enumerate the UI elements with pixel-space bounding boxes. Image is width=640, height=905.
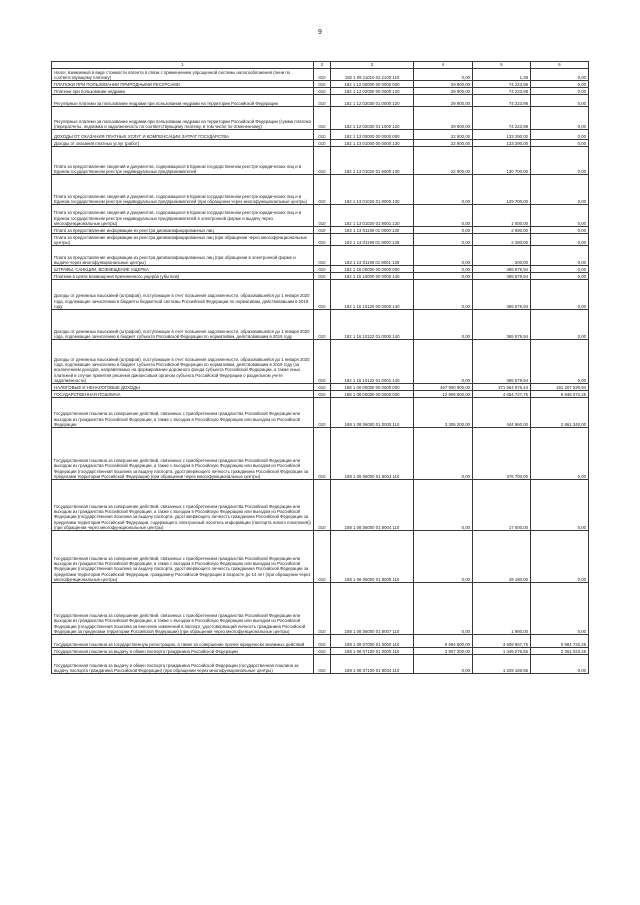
row-approved-amount: 0,00 xyxy=(414,531,473,583)
row-unexecuted-amount: 0,00 xyxy=(531,310,589,340)
row-budget-code: 182 1 13 01190 01 8001 130 xyxy=(331,246,414,266)
row-executed-amount: 376 700,00 xyxy=(473,428,531,480)
table-row xyxy=(52,147,589,175)
row-approved-amount: 0,00 xyxy=(414,655,473,674)
row-name: Плата за предоставление информации из реестра дисквалифицированных лиц (при обращении в электронной форме и выдаче через многофункциональные центры) xyxy=(52,246,314,266)
row-executed-amount: 74 223,98 xyxy=(473,88,531,95)
row-name: Доходы от денежных взысканий (штрафов), поступающие в счет погашения задолженности, образовавшейся до 1 января 2020 года, подлежащие зачислению в бюджет субъекта Российской Федерации по нормативам, действовавшим в 2019 году xyxy=(52,310,314,340)
row-unexecuted-amount: 0,00 xyxy=(531,340,589,384)
row-code: 010 xyxy=(314,95,331,107)
row-approved-amount: 0,00 xyxy=(414,480,473,531)
column-number: 5 xyxy=(473,62,531,69)
row-budget-code: 182 1 12 02030 01 0000 120 xyxy=(331,95,414,107)
row-unexecuted-amount: 0,00 xyxy=(531,246,589,266)
table-row xyxy=(52,428,589,480)
row-code: 010 xyxy=(314,234,331,246)
row-name: Государственная пошлина за совершение действий, связанных с приобретением гражданства Российской Федерации или выходом из гражданства Российской Федерации, а также с въездом в Российскую Федерацию или выездом из Российской Федерации (государственная пошлина за выдачу паспорта, удостоверяющего личность гражданина Российской Федерации за пределами территории Российской Федерации, содержащего электронный носитель информации (паспорта нового поколения)) (при обращении через многофункциональные центры) xyxy=(52,480,314,531)
row-code: 010 xyxy=(314,648,331,655)
row-name: Плата за предоставление информации из реестра дисквалифицированных лиц xyxy=(52,227,314,234)
column-number: 6 xyxy=(531,62,589,69)
table-row xyxy=(52,88,589,95)
row-unexecuted-amount: 2 361 023,45 xyxy=(531,648,589,655)
row-executed-amount: 365 579,94 xyxy=(473,273,531,280)
row-name: Плата за предоставление сведений и документов, содержащихся в Едином государственном реестре юридических лиц и в Едином государственном реестре индивидуальных предпринимателей (при обращении через многофункциональные центры) xyxy=(52,175,314,205)
row-executed-amount: 2 390,00 xyxy=(473,234,531,246)
table-row xyxy=(52,81,589,88)
row-budget-code: 182 1 16 10122 01 0001 140 xyxy=(331,340,414,384)
table-row xyxy=(52,280,589,310)
row-code: 010 xyxy=(314,130,331,140)
row-code: 010 xyxy=(314,266,331,273)
row-unexecuted-amount: 2 861 340,00 xyxy=(531,398,589,428)
row-approved-amount: 22 900,00 xyxy=(414,140,473,147)
row-approved-amount: 3 807 300,00 xyxy=(414,648,473,655)
row-name: Государственная пошлина за выдачу и обмен паспорта гражданина Российской Федерации xyxy=(52,648,314,655)
table-row xyxy=(52,95,589,107)
row-code: 010 xyxy=(314,69,331,81)
table-row xyxy=(52,273,589,280)
row-executed-amount: 365 579,94 xyxy=(473,266,531,273)
row-code: 010 xyxy=(314,398,331,428)
row-approved-amount: 22 900,00 xyxy=(414,147,473,175)
row-approved-amount: 29 900,00 xyxy=(414,81,473,88)
row-executed-amount: 371 564 976,44 xyxy=(473,384,531,391)
row-code: 010 xyxy=(314,280,331,310)
row-executed-amount: 1,38 xyxy=(473,69,531,81)
row-executed-amount: 1 980,00 xyxy=(473,583,531,635)
row-budget-code: 188 1 08 06000 01 8005 110 xyxy=(331,531,414,583)
row-approved-amount: 29 900,00 xyxy=(414,95,473,107)
row-unexecuted-amount: 0,00 xyxy=(531,480,589,531)
row-approved-amount: 0,00 xyxy=(414,583,473,635)
row-unexecuted-amount: 0,00 xyxy=(531,175,589,205)
row-budget-code: 182 1 13 01000 00 0000 130 xyxy=(331,140,414,147)
table-row xyxy=(52,398,589,428)
row-budget-code: 188 1 08 07100 01 8034 110 xyxy=(331,655,414,674)
row-executed-amount: 4 054 727,75 xyxy=(473,391,531,398)
row-budget-code: 182 1 16 10120 00 0000 140 xyxy=(331,280,414,310)
row-name: Государственная пошлина за совершение действий, связанных с приобретением гражданства Российской Федерации или выходом из гражданства Российской Федерации, а также с въездом в Российскую Федерацию или выездом из Российской Федерации xyxy=(52,398,314,428)
row-budget-code: 182 1 13 01020 01 8001 130 xyxy=(331,205,414,227)
row-code: 010 xyxy=(314,340,331,384)
table-row xyxy=(52,480,589,531)
row-unexecuted-amount: 0,00 xyxy=(531,234,589,246)
row-approved-amount: 22 900,00 xyxy=(414,130,473,140)
row-code: 010 xyxy=(314,384,331,391)
row-executed-amount: 365 579,94 xyxy=(473,310,531,340)
row-budget-code: 188 1 08 06000 01 8003 110 xyxy=(331,428,414,480)
row-budget-code: 182 1 13 01020 01 6000 130 xyxy=(331,147,414,175)
column-number: 1 xyxy=(52,62,314,69)
revenue-table xyxy=(51,61,589,674)
table-row xyxy=(52,246,589,266)
row-name: Плата за предоставление сведений и документов, содержащихся в Едином государственном реестре юридических лиц и в Едином государственном реестре индивидуальных предпринимателей в электронной форме и выдачу через многофункциональные центры) xyxy=(52,205,314,227)
table-row xyxy=(52,384,589,391)
row-executed-amount: 1 446 276,55 xyxy=(473,648,531,655)
row-code: 010 xyxy=(314,635,331,648)
row-code: 010 xyxy=(314,147,331,175)
row-code: 010 xyxy=(314,391,331,398)
table-row xyxy=(52,140,589,147)
row-budget-code: 182 1 13 01190 01 8000 130 xyxy=(331,234,414,246)
row-code: 010 xyxy=(314,205,331,227)
row-executed-amount: 2 590,00 xyxy=(473,227,531,234)
row-budget-code: 182 1 12 02030 01 1000 120 xyxy=(331,107,414,130)
row-approved-amount: 29 900,00 xyxy=(414,88,473,95)
column-number: 2 xyxy=(314,62,331,69)
row-unexecuted-amount: 191 207 530,94 xyxy=(531,384,589,391)
row-unexecuted-amount: 0,00 xyxy=(531,147,589,175)
row-unexecuted-amount: 0,00 xyxy=(531,273,589,280)
row-name: Доходы от денежных взысканий (штрафов), поступающие в счет погашения задолженности, образовавшейся до 1 января 2020 года, подлежащие зачислению в бюджеты бюджетной системы Российской Федерации по нормативам, действовавшим в 2019 году xyxy=(52,280,314,310)
row-executed-amount: 129 700,00 xyxy=(473,175,531,205)
row-budget-code: 182 1 13 01020 01 8000 130 xyxy=(331,175,414,205)
row-budget-code: 182 1 13 01190 01 0000 130 xyxy=(331,227,414,234)
row-code: 010 xyxy=(314,583,331,635)
row-budget-code: 188 1 08 06000 01 8004 110 xyxy=(331,480,414,531)
row-executed-amount: 74 223,98 xyxy=(473,107,531,130)
table-row xyxy=(52,340,589,384)
row-code: 010 xyxy=(314,140,331,147)
row-approved-amount: 0,00 xyxy=(414,227,473,234)
row-executed-amount: 1 000,00 xyxy=(473,205,531,227)
row-executed-amount: 74 223,98 xyxy=(473,95,531,107)
table-row xyxy=(52,648,589,655)
row-name: Государственная пошлина за совершение действий, связанных с приобретением гражданства Российской Федерации или выходом из гражданства Российской Федерации, а также с въездом в Российскую Федерацию или выездом из Российской Федерации (государственная пошлина за выдачу паспорта, удостоверяющего личность гражданина Российской Федерации за пределами территории Российской Федерации, гражданину Российской Федерации в возрасте до 14 лет (при обращении через многофункциональные центры) xyxy=(52,531,314,583)
row-unexecuted-amount: 0,00 xyxy=(531,428,589,480)
row-name: Государственная пошлина за совершение действий, связанных с приобретением гражданства Российской Федерации или выходом из гражданства Российской Федерации, а также с въездом в Российскую Федерацию или выездом из Российской Федерации (государственная пошлина за внесение изменений в паспорт, удостоверяющий личность гражданина Российской Федерации за пределами территории Российской Федерации) (при обращении через многофункциональные центры) xyxy=(52,583,314,635)
row-budget-code: 188 1 08 00000 00 0000 000 xyxy=(331,391,414,398)
table-row xyxy=(52,234,589,246)
row-approved-amount: 9 594 600,00 xyxy=(414,635,473,648)
table-row xyxy=(52,69,589,81)
row-name: Государственная пошлина за выдачу и обмен паспорта гражданина Российской Федерации (государственная пошлина за выдачу паспорта гражданина Российской Федерации) (при обращении через многофункциональные центры) xyxy=(52,655,314,674)
row-name: НАЛОГОВЫЕ И НЕНАЛОГОВЫЕ ДОХОДЫ xyxy=(52,384,314,391)
row-budget-code: 188 1 08 07100 01 0000 110 xyxy=(331,648,414,655)
row-executed-amount: 133 290,00 xyxy=(473,140,531,147)
column-number: 3 xyxy=(331,62,414,69)
table-row xyxy=(52,391,589,398)
row-approved-amount: 29 900,00 xyxy=(414,107,473,130)
table-row xyxy=(52,227,589,234)
row-approved-amount: 0,00 xyxy=(414,205,473,227)
row-name: Доходы от денежных взысканий (штрафов), поступающие в счет погашения задолженности, образовавшейся до 1 января 2020 года, подлежащие зачислению в бюджет субъекта Российской Федерации по нормативам, действовавшим в 2019 году (за исключением доходов, направляемых на формирование дорожного фонда субъекта Российской Федерации, а также иных платежей в случае принятия решения финансовым органом субъекта Российской Федерации о раздельном учете задолженности) xyxy=(52,340,314,384)
table-row xyxy=(52,655,589,674)
row-budget-code: 182 1 12 00000 00 0000 000 xyxy=(331,81,414,88)
row-executed-amount: 133 290,00 xyxy=(473,130,531,140)
row-name: Регулярные платежи за пользование недрами при пользовании недрами на территории Российской Федерации (сумма платежа (перерасчеты, недоимка и задолженность по соответствующему платежу, в том числе по отмененному) xyxy=(52,107,314,130)
row-unexecuted-amount: 0,00 xyxy=(531,205,589,227)
row-executed-amount: 365 579,94 xyxy=(473,340,531,384)
row-executed-amount: 74 223,98 xyxy=(473,81,531,88)
table-row xyxy=(52,130,589,140)
column-number: 4 xyxy=(414,62,473,69)
table-row xyxy=(52,635,589,648)
row-name: Платежи при пользовании недрами xyxy=(52,88,314,95)
row-name: Налог, взимаемый в виде стоимости патента в связи с применением упрощенной системы налогообложения (пени по соответствующему платежу) xyxy=(52,69,314,81)
column-number-row xyxy=(52,62,589,69)
row-name: Плата за предоставление информации из реестра дисквалифицированных лиц (при обращении через многофункциональные центры) xyxy=(52,234,314,246)
row-approved-amount: 12 906 800,00 xyxy=(414,391,473,398)
table-row xyxy=(52,583,589,635)
row-budget-code: 188 1 00 00000 00 0000 000 xyxy=(331,384,414,391)
row-unexecuted-amount: 0,00 xyxy=(531,130,589,140)
row-approved-amount: 3 306 200,00 xyxy=(414,398,473,428)
row-approved-amount: 0,00 xyxy=(414,234,473,246)
row-executed-amount: 365 579,94 xyxy=(473,280,531,310)
table-row xyxy=(52,205,589,227)
row-budget-code: 182 1 16 10000 00 0000 140 xyxy=(331,273,414,280)
table-row xyxy=(52,107,589,130)
row-executed-amount: 49 180,00 xyxy=(473,531,531,583)
row-name: Платежи в целях возмещения причиненного ущерба (убытков) xyxy=(52,273,314,280)
row-name: ДОХОДЫ ОТ ОКАЗАНИЯ ПЛАТНЫХ УСЛУГ И КОМПЕНСАЦИИ ЗАТРАТ ГОСУДАРСТВА xyxy=(52,130,314,140)
row-approved-amount: 0,00 xyxy=(414,280,473,310)
row-approved-amount: 0,00 xyxy=(414,266,473,273)
row-approved-amount: 0,00 xyxy=(414,310,473,340)
row-unexecuted-amount: 0,00 xyxy=(531,266,589,273)
row-approved-amount: 0,00 xyxy=(414,273,473,280)
row-name: ШТРАФЫ, САНКЦИИ, ВОЗМЕЩЕНИЕ УЩЕРБА xyxy=(52,266,314,273)
row-approved-amount: 0,00 xyxy=(414,69,473,81)
row-budget-code: 188 1 08 06000 01 8007 110 xyxy=(331,583,414,635)
row-code: 010 xyxy=(314,107,331,130)
table-row xyxy=(52,266,589,273)
row-budget-code: 182 1 16 10122 01 0000 140 xyxy=(331,310,414,340)
row-budget-code: 188 1 08 06000 01 0000 110 xyxy=(331,398,414,428)
table-row xyxy=(52,175,589,205)
row-name: Доходы от оказания платных услуг (работ) xyxy=(52,140,314,147)
row-unexecuted-amount: 0,00 xyxy=(531,81,589,88)
table-row xyxy=(52,310,589,340)
row-code: 010 xyxy=(314,227,331,234)
row-approved-amount: 0,00 xyxy=(414,246,473,266)
row-approved-amount: 0,00 xyxy=(414,175,473,205)
row-code: 010 xyxy=(314,310,331,340)
row-unexecuted-amount: 0,00 xyxy=(531,107,589,130)
row-executed-amount: 17 000,00 xyxy=(473,480,531,531)
row-unexecuted-amount: 0,00 xyxy=(531,95,589,107)
row-executed-amount: 200,00 xyxy=(473,246,531,266)
row-code: 010 xyxy=(314,88,331,95)
row-budget-code: 182 1 16 00000 00 0000 000 xyxy=(331,266,414,273)
row-code: 010 xyxy=(314,273,331,280)
row-name: Государственная пошлина за совершение действий, связанных с приобретением гражданства Российской Федерации или выходом из гражданства Российской Федерации, а также с въездом в Российскую Федерацию или выездом из Российской Федерации (государственная пошлина за выдачу паспорта, удостоверяющего личность гражданина Российской Федерации за пределами территории Российской Федерации) (при обращении через многофункциональные центры) xyxy=(52,428,314,480)
row-budget-code: 182 1 12 02000 00 0000 120 xyxy=(331,88,414,95)
row-name: ГОСУДАРСТВЕННАЯ ПОШЛИНА xyxy=(52,391,314,398)
row-unexecuted-amount: 8 846 072,25 xyxy=(531,391,589,398)
row-budget-code: 188 1 08 07000 01 0000 110 xyxy=(331,635,414,648)
row-executed-amount: 130 700,00 xyxy=(473,147,531,175)
row-code: 010 xyxy=(314,531,331,583)
row-unexecuted-amount: 0,00 xyxy=(531,69,589,81)
page-number: 9 xyxy=(318,29,322,36)
table-row xyxy=(52,531,589,583)
row-budget-code: 182 1 09 11010 02 2100 110 xyxy=(331,69,414,81)
row-executed-amount: 444 860,00 xyxy=(473,398,531,428)
row-executed-amount: 3 609 867,75 xyxy=(473,635,531,648)
row-code: 010 xyxy=(314,428,331,480)
row-name: ПЛАТЕЖИ ПРИ ПОЛЬЗОВАНИИ ПРИРОДНЫМИ РЕСУРСАМИ xyxy=(52,81,314,88)
row-unexecuted-amount: 0,00 xyxy=(531,140,589,147)
row-unexecuted-amount: 0,00 xyxy=(531,227,589,234)
row-code: 010 xyxy=(314,480,331,531)
row-name: Плата за предоставление сведений и документов, содержащихся в Едином государственном реестре юридических лиц и в Едином государственном реестре индивидуальных предпринимателей xyxy=(52,147,314,175)
row-executed-amount: 1 229 166,55 xyxy=(473,655,531,674)
row-name: Регулярные платежи за пользование недрами при пользовании недрами на территории Российской Федерации xyxy=(52,95,314,107)
row-approved-amount: 0,00 xyxy=(414,340,473,384)
row-unexecuted-amount: 0,00 xyxy=(531,531,589,583)
row-name: Государственная пошлина за государственную регистрацию, а также за совершение прочих юридически значимых действий xyxy=(52,635,314,648)
row-code: 010 xyxy=(314,246,331,266)
row-unexecuted-amount: 0,00 xyxy=(531,583,589,635)
row-code: 010 xyxy=(314,655,331,674)
row-code: 010 xyxy=(314,175,331,205)
row-code: 010 xyxy=(314,81,331,88)
row-unexecuted-amount: 0,00 xyxy=(531,655,589,674)
row-unexecuted-amount: 0,00 xyxy=(531,88,589,95)
row-unexecuted-amount: 5 984 732,25 xyxy=(531,635,589,648)
row-approved-amount: 467 900 900,00 xyxy=(414,384,473,391)
row-unexecuted-amount: 0,00 xyxy=(531,280,589,310)
row-budget-code: 182 1 13 00000 00 0000 000 xyxy=(331,130,414,140)
row-approved-amount: 0,00 xyxy=(414,428,473,480)
